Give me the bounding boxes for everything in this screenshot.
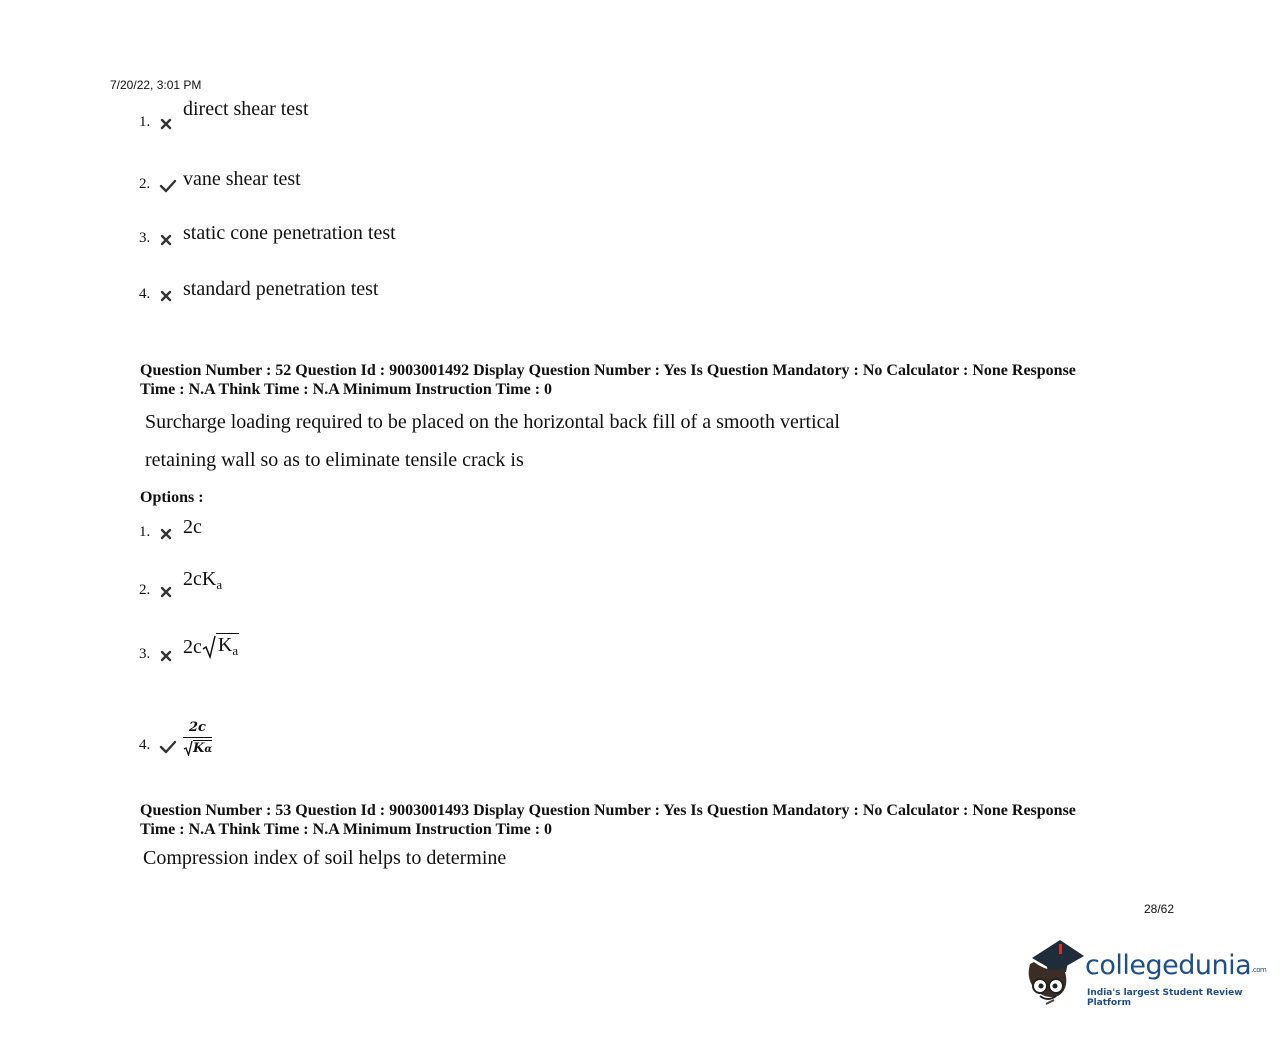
radicand	[216, 633, 239, 659]
formula-base: 2c	[183, 636, 202, 658]
option-number: 1.	[139, 114, 151, 130]
options-label: Options :	[140, 489, 204, 506]
q52-option-2	[139, 568, 223, 599]
question-52-text-line-2: retaining wall so as to eliminate tensile crack is	[145, 449, 524, 471]
logo-name: collegedunia	[1085, 950, 1252, 981]
option-fraction	[183, 720, 212, 756]
radicand-base: K	[217, 634, 233, 656]
meta-line-1: Question Number : 52 Question Id : 9003001492 Display Question Number : Yes Is Question Mandatory : No Calculator : None Response	[140, 362, 1076, 379]
cross-icon	[159, 233, 181, 247]
print-datetime: 7/20/22, 3:01 PM	[110, 78, 202, 92]
prev-option-1	[139, 98, 309, 131]
collegedunia-mascot-logo	[1024, 938, 1086, 1008]
cross-icon	[159, 585, 181, 599]
option-number: 2.	[139, 176, 151, 192]
check-icon	[159, 740, 181, 754]
question-52-text-line-1: Surcharge loading required to be placed on the horizontal back fill of a smooth vertical	[145, 411, 840, 433]
logo-suffix: .com	[1251, 966, 1267, 974]
formula-subscript: a	[216, 577, 223, 592]
q52-option-4	[139, 718, 212, 754]
prev-option-2	[139, 170, 301, 193]
option-number: 4.	[139, 737, 151, 753]
check-icon	[159, 179, 181, 193]
sqrt-icon	[202, 635, 216, 659]
logo-tagline: India's largest Student Review Platform	[1087, 988, 1243, 1008]
option-number: 3.	[139, 230, 151, 246]
prev-option-3	[139, 224, 396, 247]
option-number: 4.	[139, 286, 151, 302]
option-number: 1.	[139, 524, 151, 540]
option-formula	[183, 633, 239, 659]
question-52-meta	[140, 361, 1160, 399]
question-53-text-line-1: Compression index of soil helps to determine	[143, 847, 507, 869]
logo-wordmark	[1085, 950, 1266, 981]
cross-icon	[159, 527, 181, 541]
cross-icon	[159, 289, 181, 303]
option-text: direct shear test	[183, 98, 309, 120]
fraction-numerator: 2c	[189, 720, 206, 735]
radicand-base: K	[193, 741, 205, 756]
q52-option-3	[139, 634, 239, 663]
cross-icon	[159, 649, 181, 663]
meta-line-2: Time : N.A Think Time : N.A Minimum Instruction Time : 0	[140, 381, 553, 398]
option-text: standard penetration test	[183, 278, 379, 300]
cross-icon	[159, 117, 181, 131]
fraction-denominator	[183, 737, 212, 756]
option-text: vane shear test	[183, 168, 301, 190]
sqrt-icon	[183, 740, 193, 756]
formula-base: 2cK	[183, 568, 217, 590]
page-number: 28/62	[1144, 902, 1175, 916]
option-number: 3.	[139, 646, 151, 662]
option-text: static cone penetration test	[183, 222, 396, 244]
meta-line-1: Question Number : 53 Question Id : 9003001493 Display Question Number : Yes Is Question Mandatory : No Calculator : None Response	[140, 802, 1076, 819]
meta-line-2: Time : N.A Think Time : N.A Minimum Instruction Time : 0	[140, 821, 553, 838]
radicand-subscript: α	[204, 744, 213, 755]
prev-option-4	[139, 280, 379, 303]
option-formula	[183, 568, 222, 593]
radicand	[193, 740, 212, 756]
option-number: 2.	[139, 582, 151, 598]
option-text: 2c	[183, 516, 202, 538]
question-53-meta	[140, 801, 1160, 839]
q52-option-1	[139, 518, 202, 541]
radicand-subscript: a	[232, 643, 239, 658]
